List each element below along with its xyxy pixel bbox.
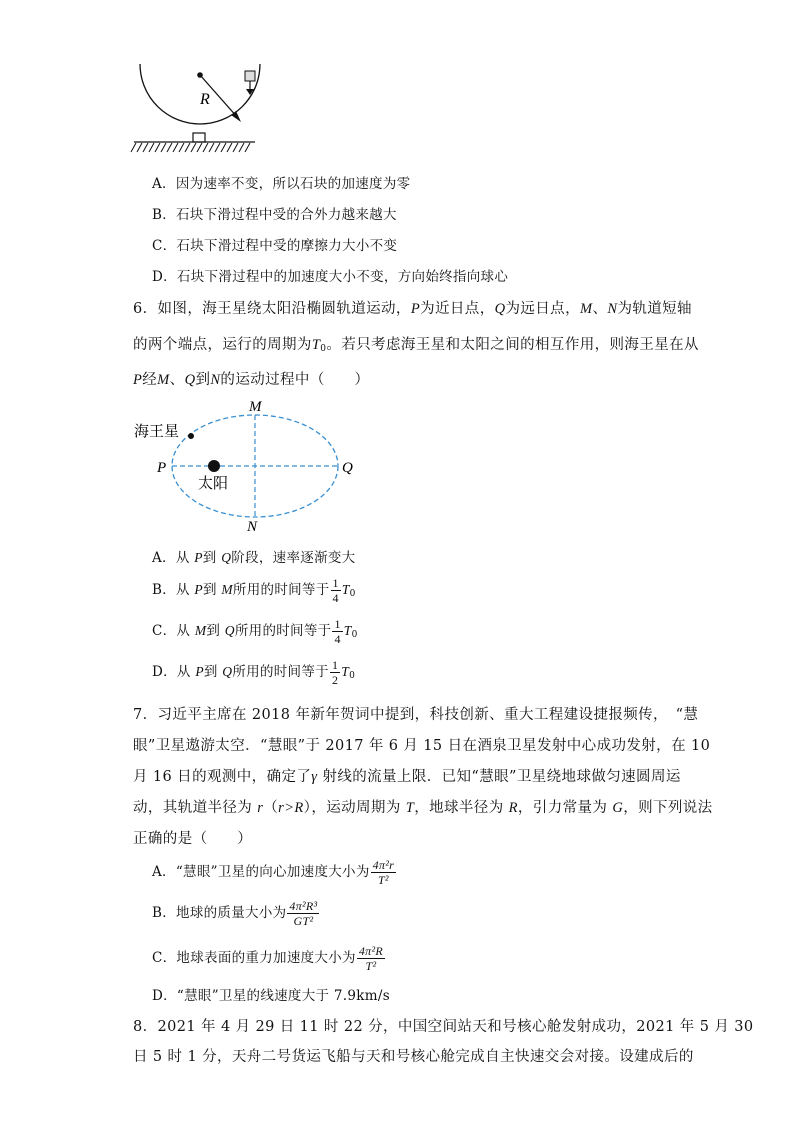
- q6-stem-line2: 的两个端点，运行的周期为$T_0$。若只考虑海王星和太阳之间的相互作用，则海王星在从: [133, 337, 699, 354]
- planet-label: 海王星: [134, 424, 180, 440]
- q7-option-d: D．“慧眼”卫星的线速度大于 7.9km/s: [152, 988, 390, 1004]
- radius-label: R: [200, 91, 210, 108]
- q8-stem-line2: 日 5 时 1 分，天舟二号货运飞船与天和号核心舱完成自主快速交会对接。设建成后的: [133, 1049, 694, 1065]
- q5-option-d: D．石块下滑过程中的加速度大小不变，方向始终指向球心: [152, 269, 509, 285]
- orbit-figure: [130, 396, 370, 536]
- q7-stem-line3: 月 16 日的观测中，确定了γ 射线的流量上限．已知“慧眼”卫星绕地球做匀速圆周运: [133, 769, 681, 785]
- q5-option-b: B．石块下滑过程中受的合外力越来越大: [152, 207, 397, 223]
- bowl-figure: [130, 62, 265, 157]
- planet-dot: [188, 433, 194, 439]
- q7-stem-line2: 眼”卫星遨游太空．“慧眼”于 2017 年 6 月 15 日在酒泉卫星发射中心成功发射，在 10: [133, 738, 711, 754]
- label-m: M: [249, 399, 262, 415]
- sun-dot: [208, 460, 220, 472]
- q6-stem-line3: P经M、Q到N的运动过程中（ ）: [133, 372, 370, 388]
- label-p: P: [157, 460, 167, 476]
- q6-option-b: B．从 P到 M所用的时间等于 $\frac{1}{4}$ $T_0$: [152, 576, 356, 605]
- q5-option-c: C．石块下滑过程中受的摩擦力大小不变: [152, 238, 398, 254]
- label-n: N: [247, 519, 258, 535]
- q8-stem-line1: 8．2021 年 4 月 29 日 11 时 22 分，中国空间站天和号核心舱发射成功，2021 年 5 月 30: [133, 1019, 754, 1035]
- q7-option-b: B．地球的质量大小为 $\frac{\text{4π²R³}}{\text{GT²}}$: [152, 899, 318, 928]
- q7-stem-line4: 动，其轨道半径为 r（r>R），运动周期为 T，地球半径为 R，引力常量为 G，则下列说法: [133, 800, 713, 816]
- q5-option-a: A．因为速率不变，所以石块的加速度为零: [152, 176, 411, 192]
- q7-stem-line5: 正确的是（ ）: [133, 831, 253, 847]
- q7-option-c: C．地球表面的重力加速度大小为 $\frac{\text{4π²R}}{\text{T²}}$: [152, 944, 383, 973]
- q6-stem-line1: 6．如图，海王星绕太阳沿椭圆轨道运动，P为近日点，Q为远日点，M、N为轨道短轴: [133, 301, 692, 317]
- q6-option-d: D．从 P到 Q所用的时间等于 $\frac{1}{2}$ $T_0$: [152, 658, 356, 687]
- sun-label: 太阳: [198, 476, 229, 492]
- label-q: Q: [342, 460, 353, 476]
- q7-option-a: A．“慧眼”卫星的向心加速度大小为 $\frac{\text{4π²r}}{\text{T²}}$: [152, 858, 395, 887]
- q6-option-c: C．从 M到 Q所用的时间等于 $\frac{1}{4}$ $T_0$: [152, 617, 358, 646]
- q6-option-a: A．从 P到 Q阶段，速率逐渐变大: [152, 550, 356, 566]
- q7-stem-line1: 7．习近平主席在 2018 年新年贺词中提到，科技创新、重大工程建设捷报频传， “慧: [133, 707, 699, 723]
